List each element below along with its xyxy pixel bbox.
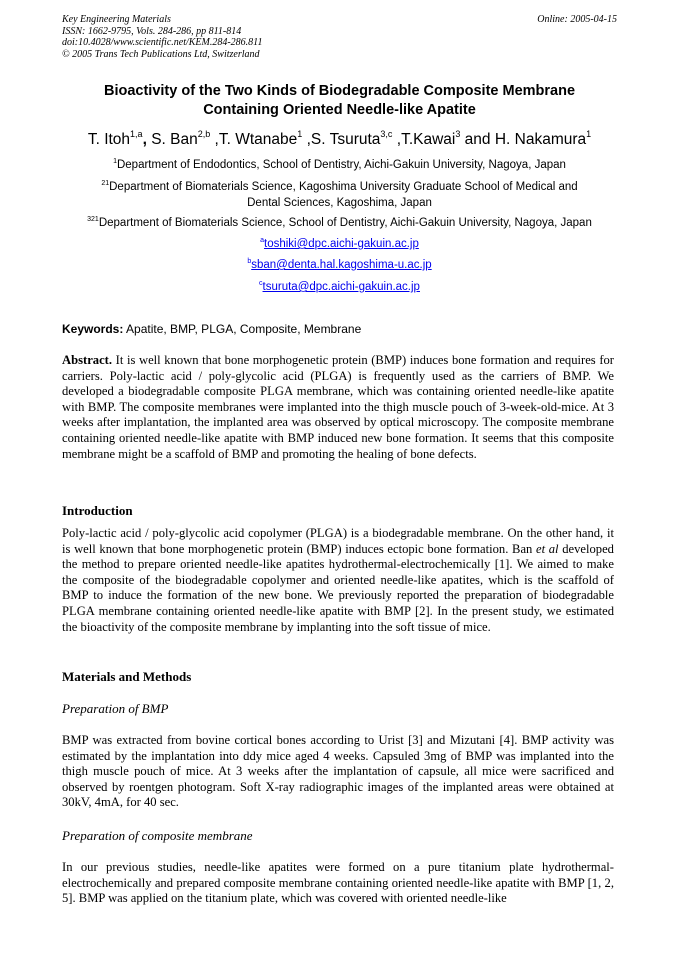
- introduction-heading: Introduction: [62, 503, 133, 518]
- subsection-heading-membrane: Preparation of composite membrane: [62, 828, 253, 843]
- affiliation-mark: 21: [101, 180, 110, 187]
- affiliation-2: [62, 179, 617, 211]
- author-affiliation-mark: 3,c: [380, 129, 393, 139]
- author-name: H. Nakamura: [494, 131, 587, 148]
- author-separator: ,: [302, 131, 311, 148]
- author-separator: ,: [210, 131, 219, 148]
- membrane-paragraph: In our previous studies, needle-like apatites were formed on a pure titanium plate hydrothermal-electrochemically and prepared composite membrane containing oriented needle-like apatite with BMP [1, 2, 5]. BMP was applied on the titanium plate, which was covered with oriented needle-like: [62, 860, 614, 906]
- author-name: T.Kawai: [401, 131, 456, 148]
- author-separator: ,: [392, 131, 402, 148]
- author-separator: ,: [142, 131, 152, 148]
- email-mark: a: [260, 237, 265, 244]
- title-line-1: Bioactivity of the Two Kinds of Biodegradable Composite Membrane: [103, 83, 576, 99]
- abstract-text: It is well known that bone morphogenetic protein (BMP) induces bone formation and requires for carriers. Poly-lactic acid / poly-glycolic acid (PLGA) is frequently used as the carriers of BMP. We developed a biodegradable composite PLGA membrane, which was containing oriented needle-like apatite with BMP. The composite membranes were implanted into the thigh muscle pouch of 3-week-old-mice. At 3 weeks after implantation, the implanted area was observed by optical microscopy. The composite membrane containing oriented needle-like apatite with BMP induced new bone formation. It seems that this composite membrane might be a scaffold of BMP and promoting the healing of bone defects.: [62, 353, 614, 461]
- paper-title: [62, 82, 617, 120]
- author-affiliation-mark: 1: [586, 129, 592, 139]
- affiliation-text: Dental Sciences, Kagoshima, Japan: [247, 197, 432, 209]
- author-list: [62, 130, 617, 150]
- email-link[interactable]: sban@denta.hal.kagoshima-u.ac.jp: [251, 259, 432, 271]
- online-date: Online: 2005-04-15: [537, 14, 617, 25]
- author-affiliation-mark: 1: [297, 129, 303, 139]
- affiliation-1: [62, 157, 617, 173]
- intro-italic-text: et al: [536, 541, 559, 556]
- intro-text: Poly-lactic acid / poly-glycolic acid copolymer (PLGA) is a biodegradable membrane. On the other hand, it is well known that bone morphogenetic protein (BMP) induces ectopic bone formation. Ban: [62, 526, 614, 556]
- affiliation-mark: 321: [87, 216, 99, 223]
- author-name: S. Tsuruta: [310, 131, 381, 148]
- introduction-paragraph: [62, 526, 614, 635]
- author-name: T. Wtanabe: [218, 131, 298, 148]
- affiliation-text: Department of Biomaterials Science, Kagoshima University Graduate School of Medical and: [109, 181, 578, 193]
- affiliation-mark: 1: [113, 158, 117, 165]
- author-name: T. Itoh: [87, 131, 131, 148]
- affiliation-3: [62, 215, 617, 231]
- title-line-2: Containing Oriented Needle-like Apatite: [203, 102, 476, 118]
- doi: doi:10.4028/www.scientific.net/KEM.284-286.811: [62, 37, 263, 48]
- bmp-paragraph: BMP was extracted from bovine cortical bones according to Urist [3] and Mizutani [4]. BMP activity was estimated by the implantation into ddy mice aged 4 weeks. Capsuled 3mg of BMP was implanted into the thigh muscle pouch of mice. At 3 weeks after the implantation of capsule, all mice were sacrificed and observed by roentgen photogram. Soft X-ray radiographic images of the implanted areas were obtained at 30kV, 4mA, for 40 sec.: [62, 733, 614, 810]
- affiliation-text: Department of Endodontics, School of Dentistry, Aichi-Gakuin University, Nagoya, Japan: [116, 159, 566, 171]
- keywords: [62, 321, 617, 337]
- email-link[interactable]: toshiki@dpc.aichi-gakuin.ac.jp: [264, 238, 419, 250]
- author-affiliation-mark: 2,b: [197, 129, 211, 139]
- author-affiliation-mark: 3: [455, 129, 461, 139]
- email-mark: c: [259, 280, 263, 287]
- keywords-text: Apatite, BMP, PLGA, Composite, Membrane: [123, 322, 362, 336]
- publication-info: [62, 14, 617, 60]
- email-a: [62, 236, 617, 252]
- methods-heading: Materials and Methods: [62, 669, 192, 684]
- subsection-heading-bmp: Preparation of BMP: [62, 701, 169, 716]
- abstract: [62, 353, 614, 462]
- author-name: S. Ban: [151, 131, 198, 148]
- author-separator: and: [460, 131, 495, 148]
- author-affiliation-mark: 1,a: [130, 129, 143, 139]
- email-mark: b: [247, 258, 252, 265]
- email-link[interactable]: tsuruta@dpc.aichi-gakuin.ac.jp: [262, 281, 420, 293]
- issn: ISSN: 1662-9795, Vols. 284-286, pp 811-814: [62, 25, 242, 37]
- keywords-label: Keywords:: [62, 322, 124, 336]
- email-c: [62, 279, 617, 295]
- affiliation-text: Department of Biomaterials Science, School of Dentistry, Aichi-Gakuin University, Nagoya, Japan: [98, 217, 592, 229]
- journal-name: Key Engineering Materials: [62, 14, 171, 25]
- email-b: [62, 257, 617, 273]
- intro-text: developed the method to prepare oriented needle-like apatites hydrothermal-electrochemically [1]. We aimed to make the composite of the biodegradable copolymer and oriented needle-like apatites, which is the scaffold of BMP to induce the formation of the new bone. We previously reported the preparation of biodegradable PLGA membrane containing oriented needle-like apatite with BMP [2]. In the present study, we estimated the bioactivity of the composite membrane by implanting into the soft tissue of mice.: [62, 541, 614, 634]
- abstract-label: Abstract.: [62, 353, 113, 367]
- copyright: © 2005 Trans Tech Publications Ltd, Switzerland: [62, 48, 260, 60]
